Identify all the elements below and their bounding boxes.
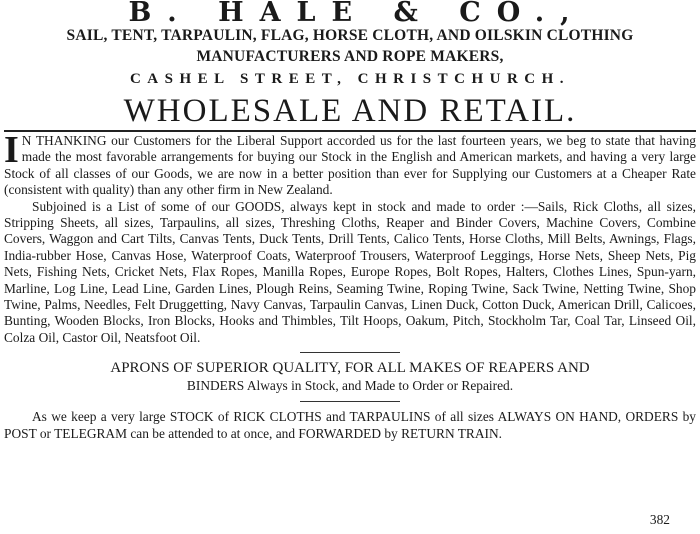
intro-paragraph bbox=[4, 129, 696, 199]
page-number: 382 bbox=[649, 512, 670, 527]
address: CASHEL STREET, CHRISTCHURCH. bbox=[129, 71, 571, 87]
aprons-line-2: BINDERS Always in Stock, and Made to Order or Repaired. bbox=[186, 378, 514, 394]
firm-name: B. HALE & CO., bbox=[128, 0, 586, 28]
advertisement-page bbox=[0, 1, 700, 534]
divider-1 bbox=[300, 352, 400, 353]
aprons-notice bbox=[4, 359, 696, 395]
aprons-line-1: APRONS OF SUPERIOR QUALITY, FOR ALL MAKES OF REAPERS AND bbox=[110, 360, 590, 377]
intro-text: N THANKING our Customers for the Liberal Support accorded us for the last fourteen years, we beg to state that having made the most favorable arrangements for buying our Stock in the English and American markets, and having a very large Stock of all classes of our Goods, we are now in a better position than ever for Supplying our Customers at a Cheaper Rate (consistent with quality) than any other firm in New Zealand. bbox=[4, 133, 696, 198]
goods-list-paragraph: Subjoined is a List of some of our GOODS, always kept in stock and made to order :—Sails, Rick Cloths, all sizes, Stripping Sheets, all sizes, Tarpaulins, all sizes, Threshing Cloths, Reaper and Binder Covers, Machine Covers, Combine Covers, Waggon and Cart Tilts, Canvas Tents, Duck Tents, Drill Tents, Calico Tents, Horse Cloths, Mill Belts, Awnings, Flags, India-rubber Hose, Canvas Hose, Waterproof Coats, Waterproof Trousers, Waterproof Leggings, Horse Nets, Sheep Nets, Pig Nets, Fishing Nets, Cricket Nets, Flax Ropes, Manilla Ropes, Europe Ropes, Bolt Ropes, Halters, Clothes Lines, Spun-yarn, Marline, Log Line, Lead Line, Garden Lines, Plough Reins, Seaming Twine, Roping Twine, Sack Twine, Netting Twine, Shop Twine, Palms, Needles, Felt Druggetting, Navy Canvas, Tarpaulin Canvas, Linen Duck, Cotton Duck, American Drill, Calicoes, Bunting, Wooden Blocks, Iron Blocks, Hooks and Thimbles, Tilt Hoops, Oakum, Pitch, Stockholm Tar, Coal Tar, Linseed Oil, Colza Oil, Castor Oil, Neatsfoot Oil. bbox=[4, 198, 696, 345]
wholesale-retail-banner: WHOLESALE AND RETAIL. bbox=[123, 93, 577, 129]
banner-rule bbox=[4, 130, 696, 132]
stock-notice-paragraph: As we keep a very large STOCK of RICK CLOTHS and TARPAULINS of all sizes ALWAYS ON HAND, ORDERS by POST or TELEGRAM can be attended to at once, and FORWARDED by RETURN TRAIN. bbox=[4, 409, 696, 442]
trades-line-1: SAIL, TENT, TARPAULIN, FLAG, HORSE CLOTH, AND OILSKIN CLOTHING bbox=[66, 27, 634, 44]
divider-2 bbox=[300, 401, 400, 402]
trades-line-2: MANUFACTURERS AND ROPE MAKERS, bbox=[196, 48, 504, 65]
drop-cap: I bbox=[4, 129, 19, 171]
